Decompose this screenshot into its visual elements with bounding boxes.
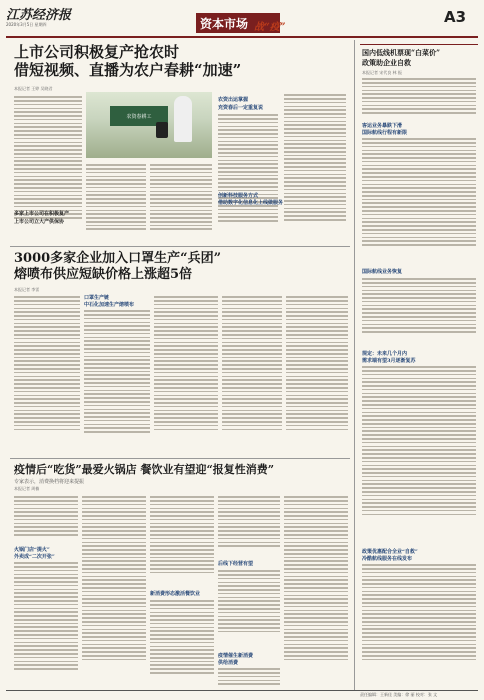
page-number: A3: [444, 8, 467, 26]
third-byline: 本报记者 周楠: [14, 486, 40, 491]
lead-col-head-4: 借助数字化信息化上线做服务: [218, 200, 284, 206]
right-text-5: [362, 562, 476, 680]
footer-credits: 责任编辑：王新佳 美编：徐 丽 校对：张 文: [360, 692, 438, 697]
footer-rule: [6, 690, 478, 691]
masthead-rule: [6, 36, 478, 38]
third-text-col-1b: [14, 560, 78, 690]
third-text-col-4a: [218, 494, 280, 558]
section-banner: 资本市场: [196, 13, 280, 33]
second-headline: 3000多家企业加入口罩生产“兵团”: [14, 251, 222, 266]
third-col-head-1: 火锅门店“提火”: [14, 547, 50, 553]
right-subhead-3: 国际航线业务恢复: [362, 269, 403, 275]
right-subhead-4b: 需求端有望3月逐渐复苏: [362, 358, 416, 364]
third-text-col-4b: [218, 568, 280, 648]
third-text-col-2: [82, 494, 146, 690]
right-text-4: [362, 364, 476, 544]
right-subhead-4: 规定：未来几个月内: [362, 351, 408, 357]
person-figure: [174, 96, 192, 142]
right-text-3: [362, 276, 476, 346]
third-headline: 疫情后“吃货”最爱火锅店 餐饮业有望迎“报复性消费”: [14, 463, 275, 476]
lead-subhead-1: 多家上市公司在积极复产: [14, 211, 70, 217]
third-text-col-4c: [218, 666, 280, 690]
second-text-col-2: [84, 308, 150, 454]
lead-text-col-3: [150, 162, 212, 242]
second-byline: 本报记者 李雷: [14, 287, 40, 292]
newspaper-logo: 江苏经济报: [6, 8, 72, 23]
right-byline-1: 本报记者 宋代良 林 振: [362, 70, 402, 75]
right-subhead-2b: 国际航线行程有新限: [362, 130, 408, 136]
lead-text-col-2: [86, 162, 146, 242]
third-col-head-2: 外卖成“二次开张”: [14, 554, 55, 560]
third-text-col-3b: [150, 598, 214, 690]
issue-date: 2020年3月5日 星期四: [6, 22, 47, 27]
third-text-col-5: [284, 494, 348, 690]
third-col-head-5: 疫情催生新消费: [218, 653, 254, 659]
second-text-col-4: [222, 294, 282, 454]
second-text-col-3: [154, 294, 218, 454]
second-col-head-1: 口罩生产链: [84, 295, 110, 301]
photo-sign: 农资春耕工: [110, 106, 168, 126]
right-headline-1: 国内低线机票现“白菜价”: [362, 48, 441, 57]
farming-photo: [86, 92, 212, 158]
right-subhead-2: 客运业务暴跌下滑: [362, 123, 403, 129]
right-subhead-5b: 冷酷航线服务在线发布: [362, 556, 413, 562]
lead-col-head-3: 创新科技服务方式: [218, 193, 259, 199]
third-text-col-1a: [14, 494, 78, 544]
column-divider: [354, 40, 355, 690]
third-col-head-6: 供给消费: [218, 660, 239, 666]
second-text-col-5: [286, 294, 348, 454]
lead-headline-2: 借短视频、直播为农户春耕“加速”: [14, 61, 242, 79]
second-headline-2: 熔喷布供应短缺价格上涨超5倍: [14, 267, 193, 282]
second-col-head-2: 中石化加速生产熔喷布: [84, 302, 135, 308]
third-subtitle: 专家表示，消费换档将迎来提振: [14, 479, 85, 485]
right-text-2: [362, 136, 476, 266]
third-col-head-4: 后线下经营有望: [218, 561, 254, 567]
third-col-head-3: 新消费形态激活餐饮业: [150, 591, 201, 597]
lead-text-col-5: [284, 92, 346, 242]
lead-col-head-1: 农资出运掌握: [218, 97, 249, 103]
lead-headline: 上市公司积极复产抢农时: [14, 43, 180, 61]
section-deco: 战“疫”: [254, 22, 286, 33]
right-text-1: [362, 76, 476, 120]
lead-byline: 本报记者 王婷 吴晓君: [14, 86, 53, 91]
second-text-col-1: [14, 294, 80, 454]
right-rule-1: [360, 44, 478, 45]
phone-shape: [156, 122, 168, 138]
right-headline-1b: 政策助企业自救: [362, 58, 411, 67]
divider-second: [10, 458, 350, 459]
lead-subhead-2: 上市公司立大产供保协: [14, 219, 65, 225]
lead-col-head-2: 充资春后一定重复说: [218, 105, 264, 111]
lead-text-col-4: [218, 112, 278, 242]
right-subhead-5: 政策优惠配合全业“自救”: [362, 549, 418, 555]
third-text-col-3a: [150, 494, 214, 588]
divider-lead: [10, 246, 350, 247]
